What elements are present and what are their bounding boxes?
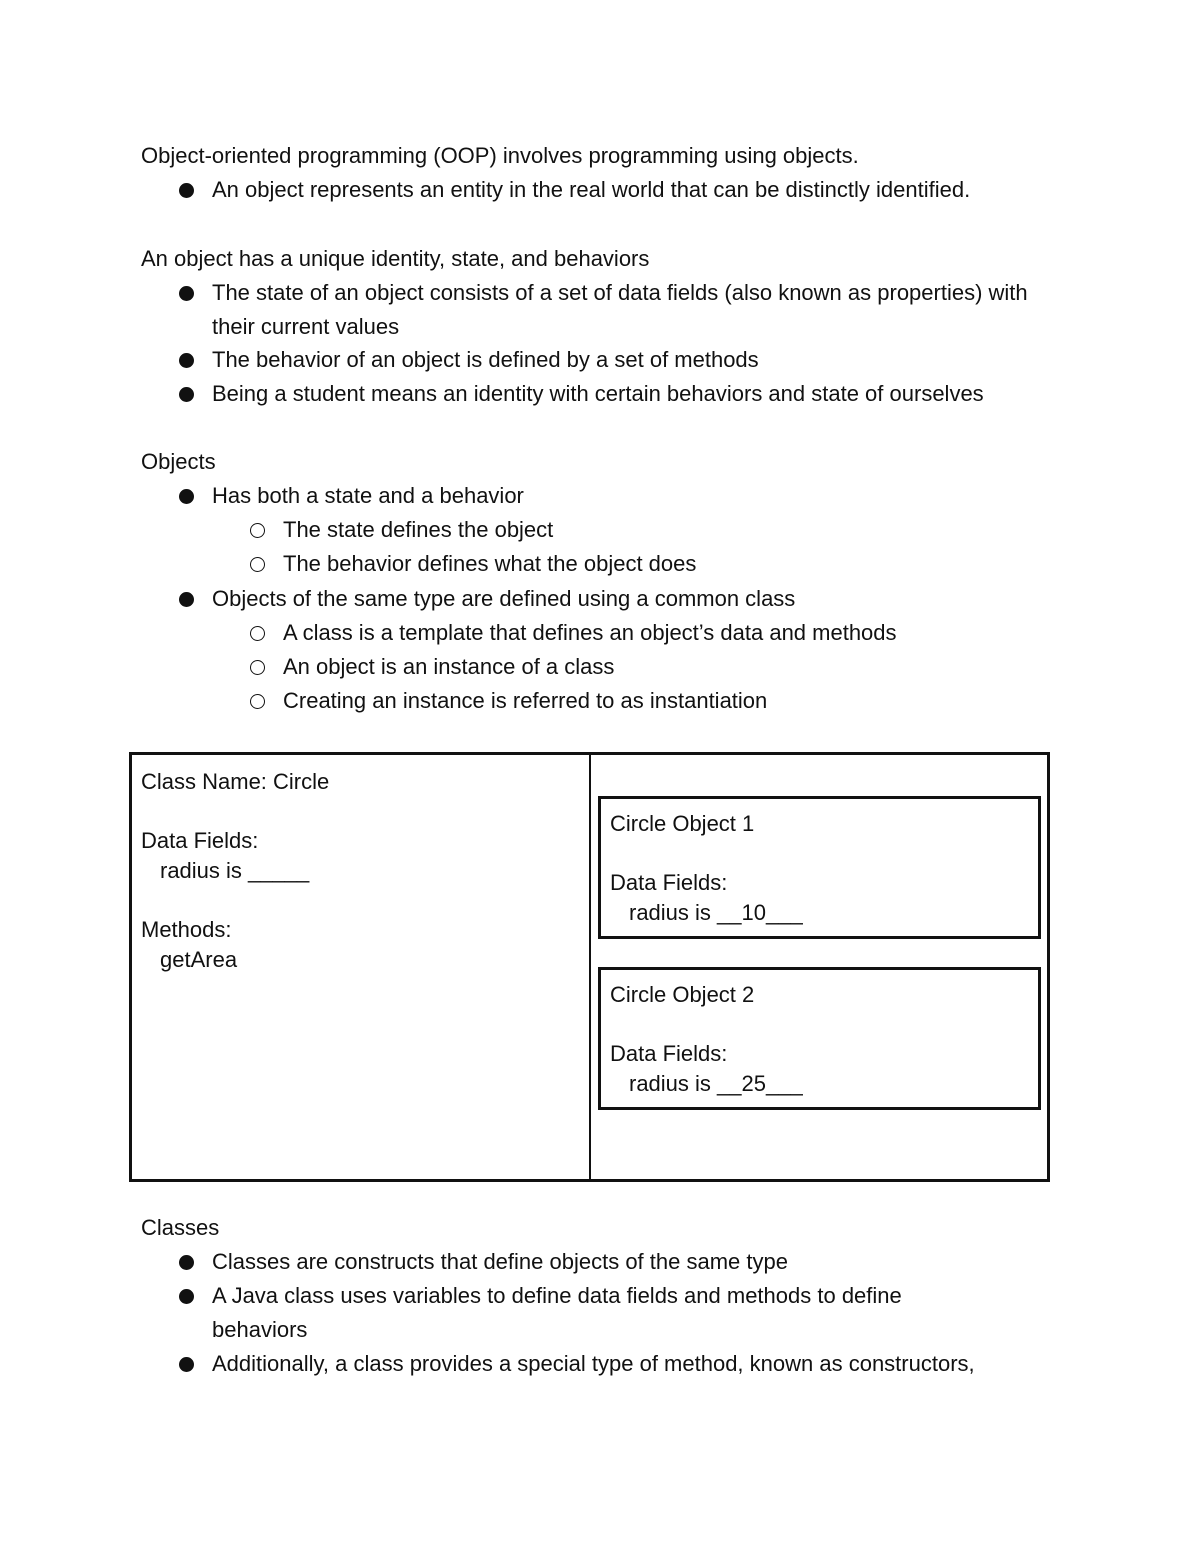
bullet-text: The state of an object consists of a set of data fields (also known as properties) with their current values bbox=[212, 280, 1028, 339]
object-title: Circle Object 1 bbox=[610, 811, 755, 836]
identity-bullet bbox=[177, 343, 1057, 377]
class-method: getArea bbox=[160, 947, 238, 972]
sub-bullet-text: Creating an instance is referred to as instantiation bbox=[283, 688, 768, 713]
objects-sub-bullet bbox=[248, 616, 1068, 650]
filled-bullet-icon bbox=[179, 286, 194, 301]
sub-bullet-text: The state defines the object bbox=[283, 517, 554, 542]
filled-bullet-icon bbox=[179, 489, 194, 504]
class-data-fields-label: Data Fields: bbox=[141, 828, 259, 853]
hollow-bullet-icon bbox=[250, 557, 265, 572]
filled-bullet-icon bbox=[179, 1289, 194, 1304]
circle-object-1-box bbox=[598, 796, 1041, 939]
objects-sub-bullet bbox=[248, 513, 1068, 547]
filled-bullet-icon bbox=[179, 183, 194, 198]
sub-bullet-text: A class is a template that defines an object’s data and methods bbox=[283, 620, 897, 645]
bullet-text: An object represents an entity in the real world that can be distinctly identified. bbox=[212, 177, 971, 202]
classes-bullet bbox=[177, 1279, 977, 1347]
bullet-text: Has both a state and a behavior bbox=[212, 483, 524, 508]
objects-sub-bullet bbox=[248, 684, 1068, 718]
bullet-text: Classes are constructs that define objects of the same type bbox=[212, 1249, 788, 1274]
class-object-diagram bbox=[129, 752, 1050, 1182]
hollow-bullet-icon bbox=[250, 626, 265, 641]
identity-heading: An object has a unique identity, state, and behaviors bbox=[141, 246, 650, 271]
objects-heading: Objects bbox=[141, 449, 216, 474]
filled-bullet-icon bbox=[179, 592, 194, 607]
object-data-fields-label: Data Fields: bbox=[610, 1041, 728, 1066]
object-title: Circle Object 2 bbox=[610, 982, 755, 1007]
classes-bullet bbox=[177, 1245, 1057, 1279]
identity-bullet bbox=[177, 377, 1057, 411]
identity-bullet bbox=[177, 276, 1057, 344]
bullet-text: A Java class uses variables to define data fields and methods to define behaviors bbox=[212, 1283, 902, 1342]
filled-bullet-icon bbox=[179, 1357, 194, 1372]
filled-bullet-icon bbox=[179, 387, 194, 402]
filled-bullet-icon bbox=[179, 1255, 194, 1270]
objects-bullet bbox=[177, 479, 1057, 513]
hollow-bullet-icon bbox=[250, 660, 265, 675]
bullet-text: Objects of the same type are defined using a common class bbox=[212, 586, 796, 611]
objects-sub-bullet bbox=[248, 650, 1068, 684]
hollow-bullet-icon bbox=[250, 523, 265, 538]
class-methods-label: Methods: bbox=[141, 917, 232, 942]
object-radius-line: radius is __25___ bbox=[629, 1071, 803, 1096]
bullet-text: Additionally, a class provides a special type of method, known as constructors, bbox=[212, 1351, 975, 1376]
class-radius-line: radius is _____ bbox=[160, 858, 310, 883]
sub-bullet-text: An object is an instance of a class bbox=[283, 654, 615, 679]
filled-bullet-icon bbox=[179, 353, 194, 368]
circle-object-2-box bbox=[598, 967, 1041, 1110]
object-radius-line: radius is __10___ bbox=[629, 900, 803, 925]
diagram-divider bbox=[589, 755, 591, 1179]
classes-bullet bbox=[177, 1347, 1057, 1381]
sub-bullet-text: The behavior defines what the object does bbox=[283, 551, 697, 576]
intro-bullet bbox=[177, 173, 1057, 207]
objects-bullet bbox=[177, 582, 1057, 616]
bullet-text: The behavior of an object is defined by a set of methods bbox=[212, 347, 759, 372]
intro-heading: Object-oriented programming (OOP) involves programming using objects. bbox=[141, 143, 859, 168]
objects-sub-bullet bbox=[248, 547, 1068, 581]
object-data-fields-label: Data Fields: bbox=[610, 870, 728, 895]
classes-heading: Classes bbox=[141, 1215, 220, 1240]
bullet-text: Being a student means an identity with certain behaviors and state of ourselves bbox=[212, 381, 984, 406]
hollow-bullet-icon bbox=[250, 694, 265, 709]
class-name: Class Name: Circle bbox=[141, 769, 330, 794]
